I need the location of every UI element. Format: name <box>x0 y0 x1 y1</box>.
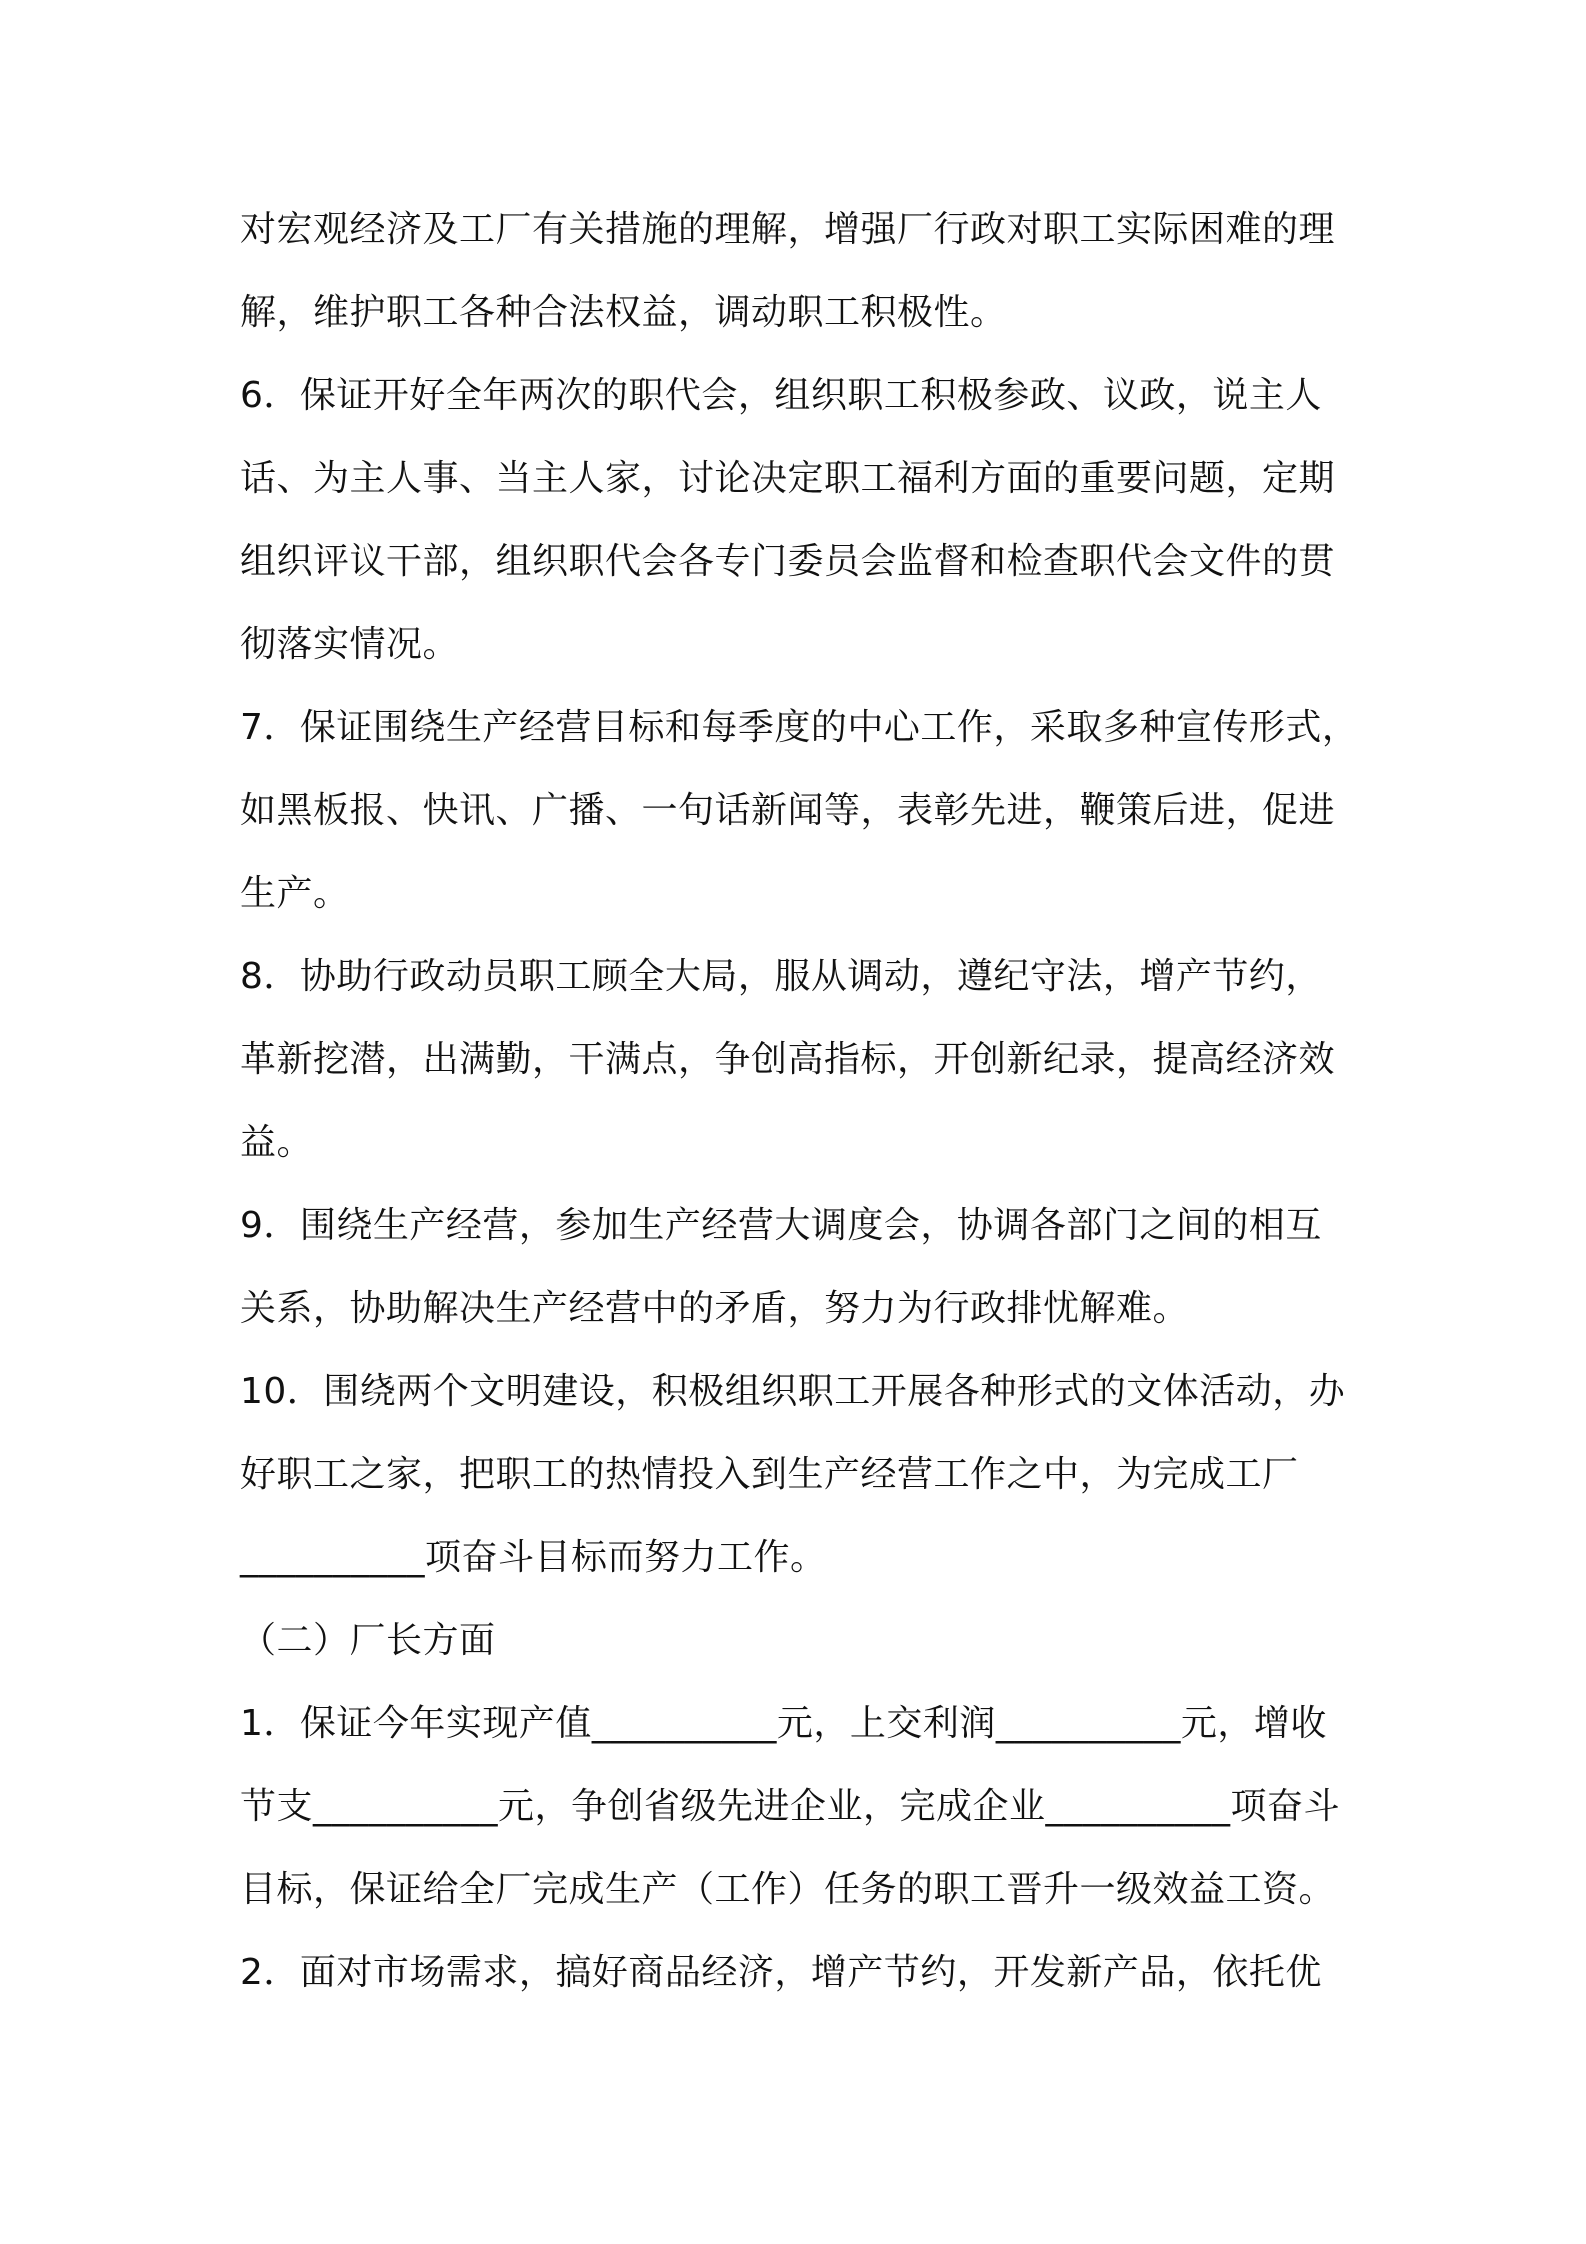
text-line: 话、为主人事、当主人家，讨论决定职工福利方面的重要问题，定期 <box>240 458 1336 499</box>
text-line: __________项奋斗目标而努力工作。 <box>240 1537 827 1578</box>
text-line: 生产。 <box>240 873 350 914</box>
list-item-6: 6．保证开好全年两次的职代会，组织职工积极参政、议政，说主人 <box>240 375 1322 416</box>
text-line: 解，维护职工各种合法权益，调动职工积极性。 <box>240 292 1007 333</box>
text-line: 对宏观经济及工厂有关措施的理解，增强厂行政对职工实际困难的理 <box>240 209 1336 250</box>
list-item-7: 7．保证围绕生产经营目标和每季度的中心工作，采取多种宣传形式， <box>240 707 1359 748</box>
list-item-10: 10．围绕两个文明建设，积极组织职工开展各种形式的文体活动，办 <box>240 1371 1346 1412</box>
text-line: 关系，协助解决生产经营中的矛盾，努力为行政排忧解难。 <box>240 1288 1190 1329</box>
text-line: 目标，保证给全厂完成生产（工作）任务的职工晋升一级效益工资。 <box>240 1869 1336 1910</box>
list-item-8: 8．协助行政动员职工顾全大局，服从调动，遵纪守法，增产节约， <box>240 956 1322 997</box>
text-line: 如黑板报、快讯、广播、一句话新闻等，表彰先进，鞭策后进，促进 <box>240 790 1336 831</box>
text-line: 组织评议干部，组织职代会各专门委员会监督和检查职代会文件的贯 <box>240 541 1336 582</box>
text-line: 革新挖潜，出满勤，干满点，争创高指标，开创新纪录，提高经济效 <box>240 1039 1336 1080</box>
text-line: 好职工之家，把职工的热情投入到生产经营工作之中，为完成工厂 <box>240 1454 1299 1495</box>
list-item-2: 2．面对市场需求，搞好商品经济，增产节约，开发新产品，依托优 <box>240 1952 1322 1993</box>
list-item-1: 1．保证今年实现产值__________元，上交利润__________元，增收 <box>240 1703 1327 1744</box>
text-line: 彻落实情况。 <box>240 624 460 665</box>
list-item-9: 9．围绕生产经营，参加生产经营大调度会，协调各部门之间的相互 <box>240 1205 1322 1246</box>
text-line: 节支__________元，争创省级先进企业，完成企业__________项奋斗 <box>240 1786 1341 1827</box>
text-line: 益。 <box>240 1122 314 1163</box>
section-heading: （二）厂长方面 <box>240 1620 496 1661</box>
